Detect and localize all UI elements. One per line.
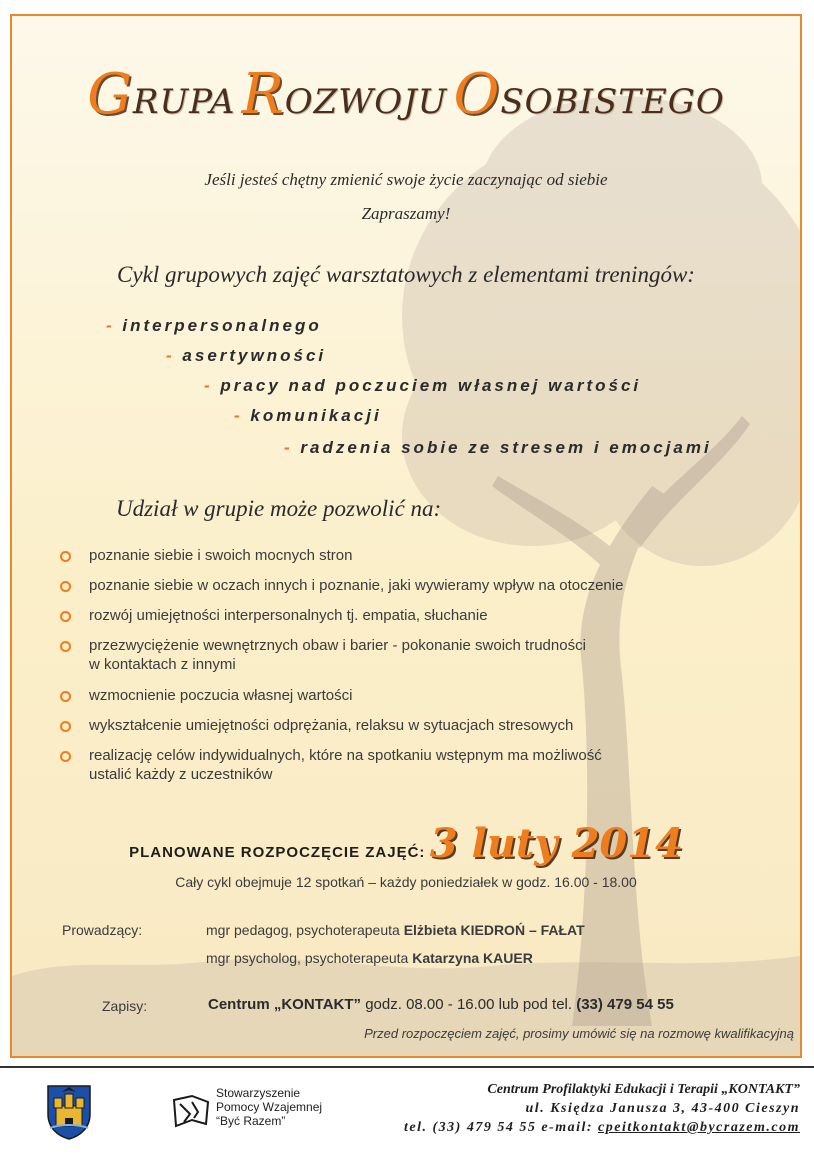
benefit-text-continued: w kontaktach z innymi [89,656,236,673]
registration-hours: godz. 08.00 - 16.00 lub pod tel. [365,996,573,1013]
training-dash: - [106,316,115,335]
training-item [166,346,326,366]
training-item [284,438,712,458]
schedule-text: Cały cykl obejmuje 12 spotkań – każdy poniedziałek w godz. 16.00 - 18.00 [175,874,637,890]
training-dash: - [204,376,213,395]
training-label: pracy nad poczuciem własnej wartości [220,376,642,395]
leader-row [206,922,585,938]
benefit-item [60,686,780,705]
org-tel: tel. (33) 479 54 55 e-mail: [404,1120,594,1135]
start-label: PLANOWANE ROZPOCZĘCIE ZAJĘĆ: [129,844,426,861]
bullet-icon [60,611,71,622]
leaders-label: Prowadzący: [62,922,143,938]
benefit-text: wzmocnienie poczucia własnej wartości [89,687,353,704]
bullet-icon [60,641,71,652]
training-label: radzenia sobie ze stresem i emocjami [300,438,712,457]
training-label: komunikacji [250,406,382,425]
bullet-icon [60,691,71,702]
benefit-item [60,546,780,565]
org-contact [404,1080,800,1137]
leader-role: mgr pedagog, psychoterapeuta [206,922,400,938]
association-line: Pomocy Wzajemnej [216,1100,323,1114]
benefit-item [60,606,780,625]
training-dash: - [284,438,293,457]
registration-phone: (33) 479 54 55 [576,996,674,1013]
training-item [106,316,322,336]
start-date: 3 luty 2014 [429,820,683,867]
registration-row [208,996,674,1013]
coat-of-arms-icon [46,1084,92,1140]
association-name [216,1086,322,1128]
leader-row [206,950,533,966]
org-name: Centrum Profilaktyki Edukacji i Terapii „KONTAKT” [487,1082,800,1097]
leader-name: Katarzyna KAUER [412,950,533,966]
benefit-text: wykształcenie umiejętności odprężania, relaksu w sytuacjach stresowych [89,717,574,734]
bullet-icon [60,581,71,592]
benefit-item [60,716,780,735]
footer [0,1066,814,1154]
title-initial-r: R [241,62,285,127]
training-label: asertywności [182,346,327,365]
association-line: “Być Razem” [216,1114,286,1128]
bullet-icon [60,751,71,762]
poster [10,14,802,1058]
leader-role: mgr psycholog, psychoterapeuta [206,950,409,966]
training-label: interpersonalnego [122,316,322,335]
benefit-text: poznanie siebie w oczach innych i poznanie, jaki wywieramy wpływ na otoczenie [89,577,624,594]
benefit-item [60,576,780,595]
benefit-text: przezwyciężenie wewnętrznych obaw i barier - pokonanie swoich trudności [89,637,586,654]
bullet-icon [60,721,71,732]
registration-label: Zapisy: [102,998,148,1014]
training-dash: - [166,346,175,365]
email-link[interactable]: cpeitkontakt@bycrazem.com [598,1120,800,1135]
benefit-item [60,636,780,674]
cycle-heading: Cykl grupowych zajęć warsztatowych z elementami treningów: [117,262,695,287]
registration-center: Centrum „KONTAKT” [208,996,362,1013]
association-logo-icon [172,1094,210,1128]
training-item [234,406,382,426]
association-line: Stowarzyszenie [216,1086,301,1100]
training-item [204,376,641,396]
bullet-icon [60,551,71,562]
title-word-2: OZWOJU [284,82,448,122]
intro-line-1: Jeśli jesteś chętny zmienić swoje życie zaczynając od siebie [204,170,608,189]
page-title [12,62,800,127]
start-date-row [12,820,800,867]
benefits-heading: Udział w grupie może pozwolić na: [116,496,442,521]
title-word-1: RUPA [132,82,236,122]
benefit-text-continued: ustalić każdy z uczestników [89,766,273,783]
title-word-3: SOBISTEGO [500,82,725,122]
benefit-text: poznanie siebie i swoich mocnych stron [89,547,353,564]
training-dash: - [234,406,243,425]
leader-name: Elżbieta KIEDROŃ – FAŁAT [403,922,585,938]
benefit-text: rozwój umiejętności interpersonalnych tj. empatia, słuchanie [89,607,488,624]
registration-note: Przed rozpoczęciem zajęć, prosimy umówić się na rozmowę kwalifikacyjną [364,1026,794,1041]
org-tel-email [404,1118,800,1137]
title-initial-o: O [453,62,501,127]
benefit-text: realizację celów indywidualnych, które na spotkaniu wstępnym ma możliwość [89,747,602,764]
org-address: ul. Księdza Janusza 3, 43-400 Cieszyn [525,1101,800,1116]
title-initial-g: G [87,62,133,127]
intro-line-2: Zapraszamy! [361,204,451,223]
benefit-item [60,746,780,784]
